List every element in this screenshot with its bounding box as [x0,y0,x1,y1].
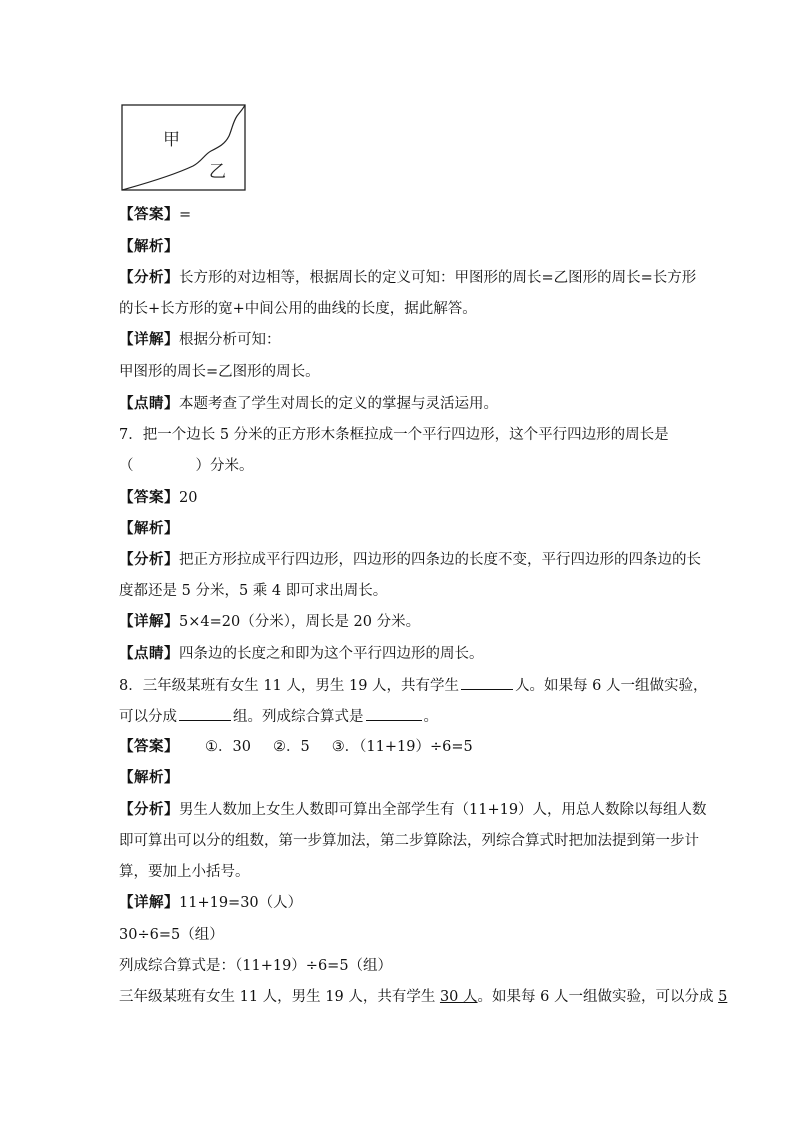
q6-xiangjie-tag: 【详解】 [119,331,179,348]
q7-fenxi-line2 [119,581,679,601]
q8-question-text2b: 组。列成综合算式是 [233,709,364,725]
q8-xiangjie-text1: 11+19=30（人） [179,895,303,911]
q7-xiangjie-line [119,612,679,632]
q8-fenxi-text2: 即可算出可以分的组数，第一步算加法，第二步算除法，列综合算式时把加法提到第一步计 [119,833,699,849]
q8-question-text2a: 可以分成 [119,709,177,725]
q6-xiangjie-line2 [119,362,679,382]
q8-question-line2 [119,706,679,727]
q6-answer-line [119,205,679,225]
q7-jiexi-tag: 【解析】 [119,520,179,537]
q7-dianjing-line [119,644,679,664]
q6-xiangjie-text1: 根据分析可知： [179,332,281,348]
shared-curve [122,105,245,190]
q6-jiexi-line [119,237,679,257]
q8-fenxi-line2 [119,831,699,851]
q6-fenxi-text2: 的长+长方形的宽+中间公用的曲线的长度，据此解答。 [119,301,477,317]
label-jia: 甲 [163,130,180,150]
q7-answer-line [119,488,679,508]
q6-jiexi-tag: 【解析】 [119,238,179,255]
q8-answer-1: ①．30 [205,739,251,755]
q7-jiexi-line [119,519,679,539]
q8-answer-2: ②．5 [272,739,310,755]
q8-final-text-b: 。如果每 6 人一组做实验，可以分成 [477,989,719,1005]
q7-xiangjie-text: 5×4=20（分米），周长是 20 分米。 [179,614,421,630]
q7-question-close: ）分米。 [195,458,254,474]
q8-question-text2c: 。 [423,709,438,725]
rectangle-curve-svg [121,104,247,192]
q8-final-text-a: 三年级某班有女生 11 人，男生 19 人，共有学生 [119,989,440,1005]
q7-fenxi-text2: 度都还是 5 分米，5 乘 4 即可求出周长。 [119,583,388,599]
q6-fenxi-line2 [119,299,679,319]
q6-dianjing-line [119,394,679,414]
q8-xiangjie-line2 [119,925,679,945]
q6-fenxi-line1 [119,268,697,288]
q7-answer-tag: 【答案】 [119,489,179,506]
q6-answer: = [179,207,192,223]
q8-fenxi-text1: 男生人数加上女生人数即可算出全部学生有（11+19）人，用总人数除以每组人数 [179,802,707,818]
q8-final-underline-1: 30 人 [439,989,478,1005]
q8-answer-line [119,737,679,757]
q8-blank-1 [461,675,513,690]
q7-question-line1 [119,425,679,445]
q7-fenxi-text1: 把正方形拉成平行四边形，四边形的四条边的长度不变，平行四边形的四条边的长 [179,552,701,568]
q8-xiangjie-text3: 列成综合算式是：（11+19）÷6=5（组） [119,958,393,974]
q8-xiangjie-line1 [119,893,679,913]
label-yi: 乙 [209,162,226,182]
q6-xiangjie-line1 [119,330,679,350]
q8-blank-3 [366,706,422,721]
q6-xiangjie-text2: 甲图形的周长=乙图形的周长。 [119,364,320,380]
q8-fenxi-text3: 算，要加上小括号。 [119,864,250,880]
q8-fenxi-tag: 【分析】 [119,801,179,818]
q8-xiangjie-tag: 【详解】 [119,894,179,911]
q8-final-underline-2: 5 [718,989,728,1005]
q8-question-text1a: 8．三年级某班有女生 11 人，男生 19 人，共有学生 [119,678,460,694]
q8-fenxi-line1 [119,800,707,820]
q8-question-line1 [119,675,708,696]
q8-question-text1b: 人。如果每 6 人一组做实验， [515,678,708,694]
q8-jiexi-tag: 【解析】 [119,769,179,786]
rectangle-outline [122,105,245,190]
q6-fenxi-tag: 【分析】 [119,269,179,286]
q7-dianjing-tag: 【点睛】 [119,645,179,662]
q6-dianjing-text: 本题考查了学生对周长的定义的掌握与灵活运用。 [179,396,498,412]
q8-fenxi-line3 [119,862,679,882]
q7-answer: 20 [179,490,198,506]
q8-xiangjie-text2: 30÷6=5（组） [119,927,224,943]
q6-answer-tag: 【答案】 [119,206,179,223]
q8-blank-2 [179,706,231,721]
q7-question-text1: 7．把一个边长 5 分米的正方形木条框拉成一个平行四边形，这个平行四边形的周长是 [119,427,669,443]
q7-fenxi-line1 [119,550,701,570]
q8-answer-tag: 【答案】 [119,738,179,755]
q6-dianjing-tag: 【点睛】 [119,395,179,412]
q7-dianjing-text: 四条边的长度之和即为这个平行四边形的周长。 [179,646,484,662]
q7-fenxi-tag: 【分析】 [119,551,179,568]
q7-question-line2 [119,456,679,476]
q8-final-line [119,987,728,1007]
q7-question-open: （ [119,458,134,474]
q6-fenxi-text1: 长方形的对边相等，根据周长的定义可知：甲图形的周长=乙图形的周长=长方形 [179,270,697,286]
q8-jiexi-line [119,768,679,788]
q8-xiangjie-line3 [119,956,679,976]
q8-answer-3: ③．（11+19）÷6=5 [331,739,473,755]
rectangle-figure [121,104,247,192]
q7-xiangjie-tag: 【详解】 [119,613,179,630]
